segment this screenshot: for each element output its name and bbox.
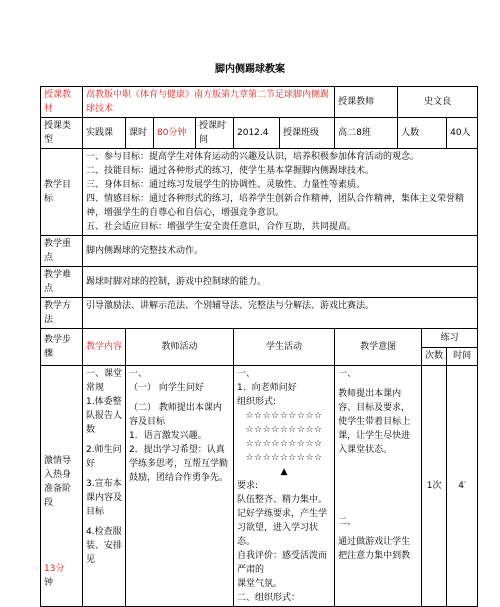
formation-row: ☆☆☆☆☆☆☆☆☆ [245,411,323,421]
row-material [41,87,478,118]
material-label: 授课教材 [41,87,83,118]
header-practice: 练习 [422,329,478,348]
teacher-name: 史文良 [398,87,478,118]
stage-intent [335,366,422,607]
student-line: 课堂气氛。 [237,579,283,589]
student-line: 1、向老师问好 [237,383,297,393]
teacher-label: 授课教师 [335,87,398,118]
hours-label: 课时 [126,118,154,149]
formation-row: ☆☆☆☆☆☆☆☆☆ [245,425,323,435]
content-line: 3.宣布本课内容及目标 [86,479,123,517]
type-value: 实践课 [83,118,126,149]
goal-item: 五、社会适应目标：增强学生安全责任意识，合作互助，共同提高。 [86,222,357,232]
class-value: 高二8班 [335,118,398,149]
student-line: 一、 [237,369,256,379]
row-key-point [41,236,478,267]
student-line: 要求: [237,481,259,491]
intent-line: 二、 [338,517,357,527]
header-times: 次数 [422,347,447,366]
type-label: 授课类型 [41,118,83,149]
class-label: 授课班级 [280,118,335,149]
goal-item: 一、参与目标：提高学生对体育运动的兴趣及认识，培养积极参加体育活动的观念。 [86,152,420,162]
material-value: 高教版中职《体育与健康》南方版第九章第二节足球脚内侧踢球技术 [83,87,335,118]
time-value: 2012.4 [234,118,280,149]
header-intent: 教学意图 [335,329,422,366]
teacher-position-icon: ▲ [280,467,288,477]
student-line: 组织形式: [237,397,277,407]
stage-minutes-unit: 钟 [44,578,54,588]
student-line: 队伍整齐、精力集中。记好学练要求，产生学习欲望，进入学习状态。 [237,495,328,547]
header-steps: 教学步骤 [41,329,83,366]
hours-value: 80分钟 [154,118,196,149]
stage-duration: 4′ [447,366,478,607]
teacher-line: 2．提出学习希望：认真学练多思考，互帮互学勤鼓励，团结合作勇争先。 [129,445,229,483]
row-header-top [41,329,478,348]
key-point-value: 脚内侧踢球的完整技术动作。 [83,236,478,267]
teacher-line: （一） 向学生问好 [129,383,204,393]
method-value: 引导激励法、讲解示范法、个别辅导法、完整法与分解法、游戏比赛法。 [83,298,478,329]
content-line: 2.师生问好 [86,445,122,469]
teacher-line: 1．语言激发兴趣。 [129,431,207,441]
intent-line: 通过做游戏让学生把注意力集中到教 [338,537,411,561]
row-difficulty [41,267,478,298]
intent-line: 教师提出本课内容、目标及要求，使学生带着目标上课，让学生尽快进入课堂状态。 [338,389,411,455]
row-method [41,298,478,329]
row-goals [41,149,478,236]
goal-item: 三、身体目标：通过练习发展学生的协调性、灵敏性、力量性等素质。 [86,180,366,190]
difficulty-label: 教学难点 [41,267,83,298]
teacher-line: 一、 [129,369,148,379]
key-point-label: 教学重点 [41,236,83,267]
intent-line: 一、 [338,369,357,379]
stage-student-activity [234,366,335,607]
stage-teacher-activity [126,366,234,607]
goals-list [83,149,478,236]
method-label: 教学方法 [41,298,83,329]
stage-content [83,366,126,607]
stage-minutes: 13分 [44,564,65,574]
goal-item: 二、技能目标：通过各种形式的练习，使学生基本掌握脚内侧踢球技术。 [86,166,375,176]
count-label: 人数 [398,118,447,149]
document-title: 脚内侧踢球教案 [215,64,285,75]
stage-label [41,366,83,607]
row-type [41,118,478,149]
formation-row: ☆☆☆☆☆☆☆☆☆ [245,453,323,463]
formation-row: ☆☆☆☆☆☆☆☆☆ [245,439,323,449]
stage-times: 1次 [422,366,447,607]
row-stage [41,366,478,607]
goals-label: 教学目标 [41,149,83,236]
difficulty-value: 踢球时脚对球的控制，游戏中控制球的能力。 [83,267,478,298]
student-line: 二、组织形式： [237,593,301,603]
stage-name: 激情导入热身准备阶段 [44,456,72,508]
time-label: 授课时间 [196,118,234,149]
goal-item: 四、情感目标：通过各种形式的练习，培养学生创新合作精神，团队合作精神，集体主义荣誉精神，增强学生的自尊心和自信心，增强竞争意识。 [86,194,465,218]
header-duration: 时间 [447,347,478,366]
teacher-line: （二） 教师提出本课内容及目标 [129,403,222,427]
count-value: 40人 [447,118,478,149]
content-line: 1.体委整队报告人数 [86,397,123,435]
student-line: 自我评价：感受活泼而严肃的 [237,551,328,575]
header-teacher-activity: 教师活动 [126,329,234,366]
header-student-activity: 学生活动 [234,329,335,366]
content-line: 一、课堂常规 [86,369,123,393]
header-content: 教学内容 [83,329,126,366]
lesson-plan-table [40,86,478,607]
content-line: 4.检查服装、安排见 [86,527,123,565]
